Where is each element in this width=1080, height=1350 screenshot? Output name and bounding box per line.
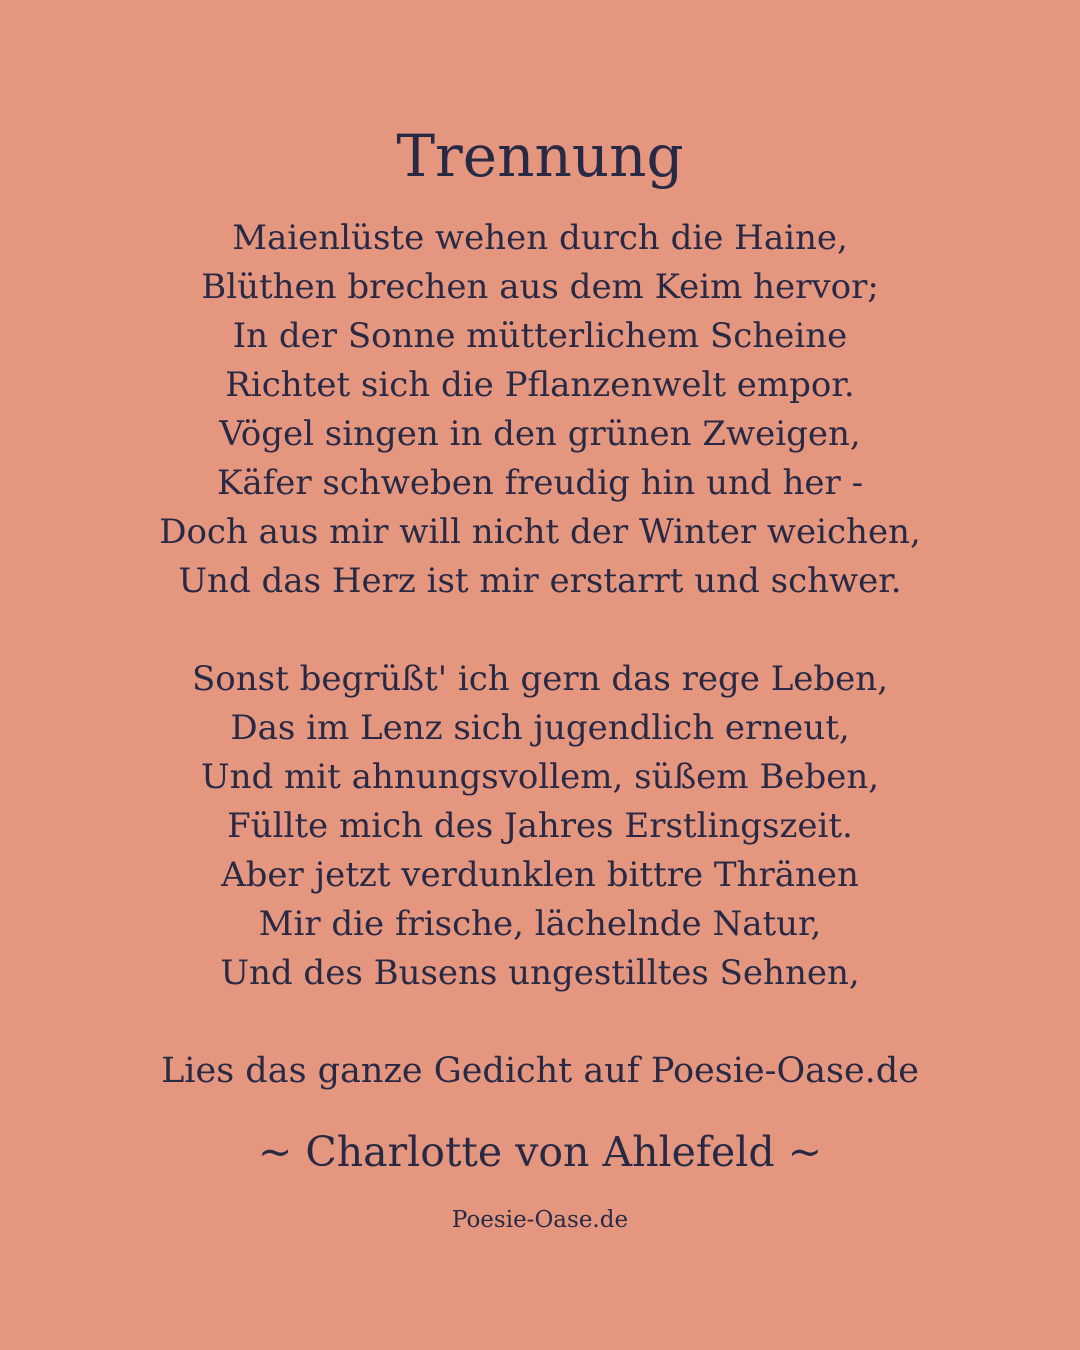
poem-line: Füllte mich des Jahres Erstlingszeit. xyxy=(227,806,853,846)
stanza-1 xyxy=(0,214,1080,606)
stanza-2 xyxy=(0,655,1080,998)
poem-title: Trennung xyxy=(396,122,684,190)
poem-line: Maienlüste wehen durch die Haine, xyxy=(232,218,848,258)
poem-line: Und das Herz ist mir erstarrt und schwer. xyxy=(178,561,902,601)
poem-line: In der Sonne mütterlichem Scheine xyxy=(232,316,848,356)
poem-line: Aber jetzt verdunklen bittre Thränen xyxy=(221,855,859,895)
poem-line: Das im Lenz sich jugendlich erneut, xyxy=(230,708,850,748)
site-name: Poesie-Oase.de xyxy=(451,1207,629,1233)
poem-line: Käfer schweben freudig hin und her - xyxy=(216,463,864,503)
poem-line: Mir die frische, lächelnde Natur, xyxy=(258,904,822,944)
poem-line: Richtet sich die Pflanzenwelt empor. xyxy=(225,365,855,405)
poem-line: Doch aus mir will nicht der Winter weichen, xyxy=(159,512,921,552)
read-more-text: Lies das ganze Gedicht auf Poesie-Oase.de xyxy=(161,1051,919,1091)
poem-line: Sonst begrüßt' ich gern das rege Leben, xyxy=(191,659,889,699)
poem-line: Und mit ahnungsvollem, süßem Beben, xyxy=(200,757,880,797)
poem-line: Blüthen brechen aus dem Keim hervor; xyxy=(201,267,879,307)
poem-line: Vögel singen in den grünen Zweigen, xyxy=(219,414,861,454)
poem-author: ~ Charlotte von Ahlefeld ~ xyxy=(257,1128,823,1176)
poem-line: Und des Busens ungestilltes Sehnen, xyxy=(220,953,860,993)
